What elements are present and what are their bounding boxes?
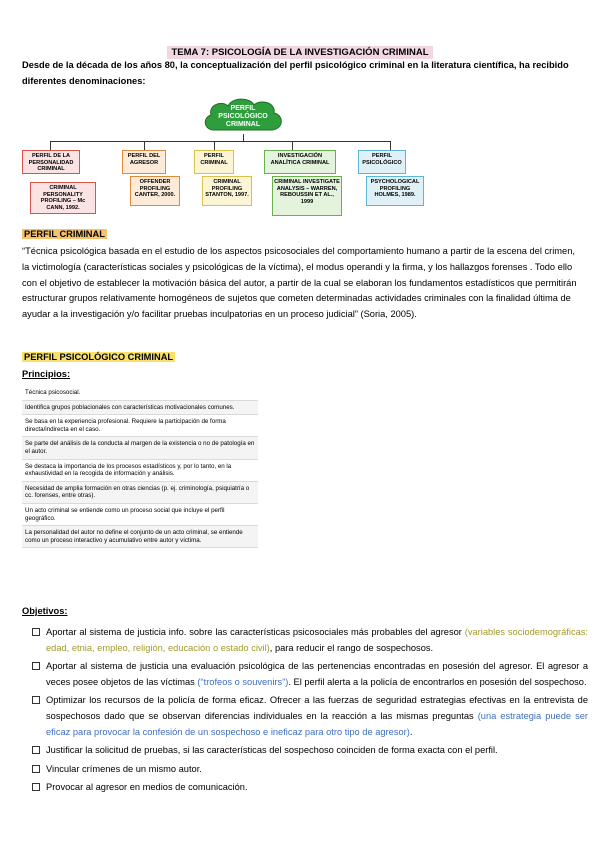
checkbox-icon[interactable] [32,746,40,754]
profile-diagram [22,96,442,222]
objetivo-note: (una estrategia puede ser eficaz para provocar la confesión de un sospechoso e ineficaz para otro tipo de agresor) [46,710,588,737]
objetivo-text-end: . El perfil alerta a la policía de encontrarlos en posesión del sospechoso. [288,676,587,687]
checkbox-icon[interactable] [32,765,40,773]
objetivo-item [32,780,588,796]
section-perfil-psicologico-label: PERFIL PSICOLÓGICO CRIMINAL [24,352,174,362]
section-perfil-criminal [22,229,107,239]
objetivo-item [32,762,588,778]
connector-branch-2 [144,141,145,150]
principio-item: Un acto criminal se entiende como un proceso social que incluye el perfil geográfico. [22,504,258,526]
connector-branch-4 [292,141,293,150]
objetivos-heading: Objetivos: [22,606,68,616]
branch-1-bottom: CRIMINAL PERSONALITY PROFILING – Mc CANN, 1992. [30,182,96,214]
principio-item: Se destaca la importancia de los procesos estadísticos y, por lo tanto, en la exhaustividad en la recogida de información y análisis. [22,460,258,482]
section-perfil-psicologico [22,352,175,362]
principio-item: Se parte del análisis de la conducta al margen de la existencia o no de patología en el autor. [22,437,258,459]
objetivo-item [32,625,588,656]
connector-branch-1 [50,141,51,150]
checkbox-icon[interactable] [32,696,40,704]
branch-2-bottom: OFFENDER PROFILING CANTER, 2000. [130,176,180,206]
root-line-1: PERFIL [230,105,256,112]
branch-5-bottom: PSYCHOLOGICAL PROFILING HOLMES, 1989. [366,176,424,206]
objetivo-text-end: . [409,726,413,737]
connector-branch-5 [390,141,391,150]
objetivo-text: Justificar la solicitud de pruebas, si las características del sospechoso coinciden de forma exacta con el perfil. [46,745,498,756]
objetivo-item [32,659,588,690]
branch-2-top: PERFIL DEL AGRESOR [122,150,166,174]
branch-4-top: INVESTIGACIÓN ANALÍTICA CRIMINAL [264,150,336,174]
branch-1-top: PERFIL DE LA PERSONALIDAD CRIMINAL [22,150,80,174]
definition-quote: “Técnica psicológica basada en el estudio de los aspectos psicosociales del comportamiento humano a partir de la escena del crimen, la victimología (características sociales y psicológicas de la víctima), el modus operandi y la firma, y los hallazgos forenses . Todo ello con el objetivo de establecer la motivación básica del autor, a partir de la cual se elaboran los fundamentos estadísticos que permitirán estructurar grupos relativamente homogéneos de sujetos que cometen determinadas actividades criminales con la finalidad última de ayudar a la investigación y/o facilitar pruebas inculpatorias en un proceso judicial” (Soria, 2005). [22,246,577,320]
objetivo-text-end: , para reducir el rango de sospechosos. [269,642,434,653]
page-title: TEMA 7: PSICOLOGÍA DE LA INVESTIGACIÓN CRIMINAL [167,46,432,59]
objetivo-note: (“trofeos o souvenirs”) [197,676,289,687]
branch-3-bottom: CRIMINAL PROFILING STANTON, 1997. [202,176,252,206]
objetivos-list [32,625,588,799]
principio-item: Identifica grupos poblacionales con características motivacionales comunes. [22,401,258,416]
branch-5-top: PERFIL PSICOLÓGICO [358,150,406,174]
connector-horizontal [50,141,390,142]
objetivo-note: (variables sociodemográficas: edad, etnia, empleo, religión, educación o estado civil) [46,627,589,653]
principio-item: Técnica psicosocial. [22,386,258,401]
checkbox-icon[interactable] [32,783,40,791]
objetivo-text: Optimizar los recursos de la policía de forma eficaz. Ofrecer a las fuerzas de seguridad estrategias efectivas en la entrevista de sospechosos dado que se observan diferencias individuales en la reacción a las mismas preguntas [46,695,588,721]
root-line-3: CRIMINAL [225,121,261,128]
principios-table [22,386,258,548]
checkbox-icon[interactable] [32,662,40,670]
intro-paragraph: Desde de la década de los años 80, la conceptualización del perfil psicológico criminal en la literatura científica, ha recibido diferentes denominaciones: [22,60,569,86]
root-line-2: PSICOLÓGICO [218,113,268,120]
connector-branch-3 [214,141,215,150]
objetivo-text: Provocar al agresor en medios de comunicación. [46,782,248,793]
principio-item: La personalidad del autor no define el conjunto de un acto criminal, se entiende como un proceso interactivo y acumulativo entre autor y víctima. [22,526,258,548]
principio-item: Se basa en la experiencia profesional. Requiere la participación de forma directa/indirecta en el caso. [22,415,258,437]
principio-item: Necesidad de amplia formación en otras ciencias (p. ej. criminología, psiquiatría o cc. forenses, entre otras). [22,482,258,504]
connector-root-vertical [243,134,244,141]
objetivo-item [32,743,588,759]
objetivo-text: Vincular crímenes de un mismo autor. [46,763,202,774]
branch-3-top: PERFIL CRIMINAL [194,150,234,174]
principios-heading: Principios: [22,369,71,379]
objetivo-text: Aportar al sistema de justicia info. sobre las características psicosociales más probables del agresor [46,627,465,637]
root-label [200,105,286,129]
section-perfil-criminal-label: PERFIL CRIMINAL [24,229,105,239]
checkbox-icon[interactable] [32,628,40,636]
branch-4-bottom: CRIMINAL INVESTIGATE ANALYSIS – WARREN, REBOUSSIN ET AL., 1999 [272,176,342,216]
objetivo-text: Aportar al sistema de justicia una evaluación psicológica de las pertenencias encontradas en posesión del agresor. El agresor a veces posee objetos de las víctimas [46,661,588,687]
objetivo-item [32,693,588,740]
